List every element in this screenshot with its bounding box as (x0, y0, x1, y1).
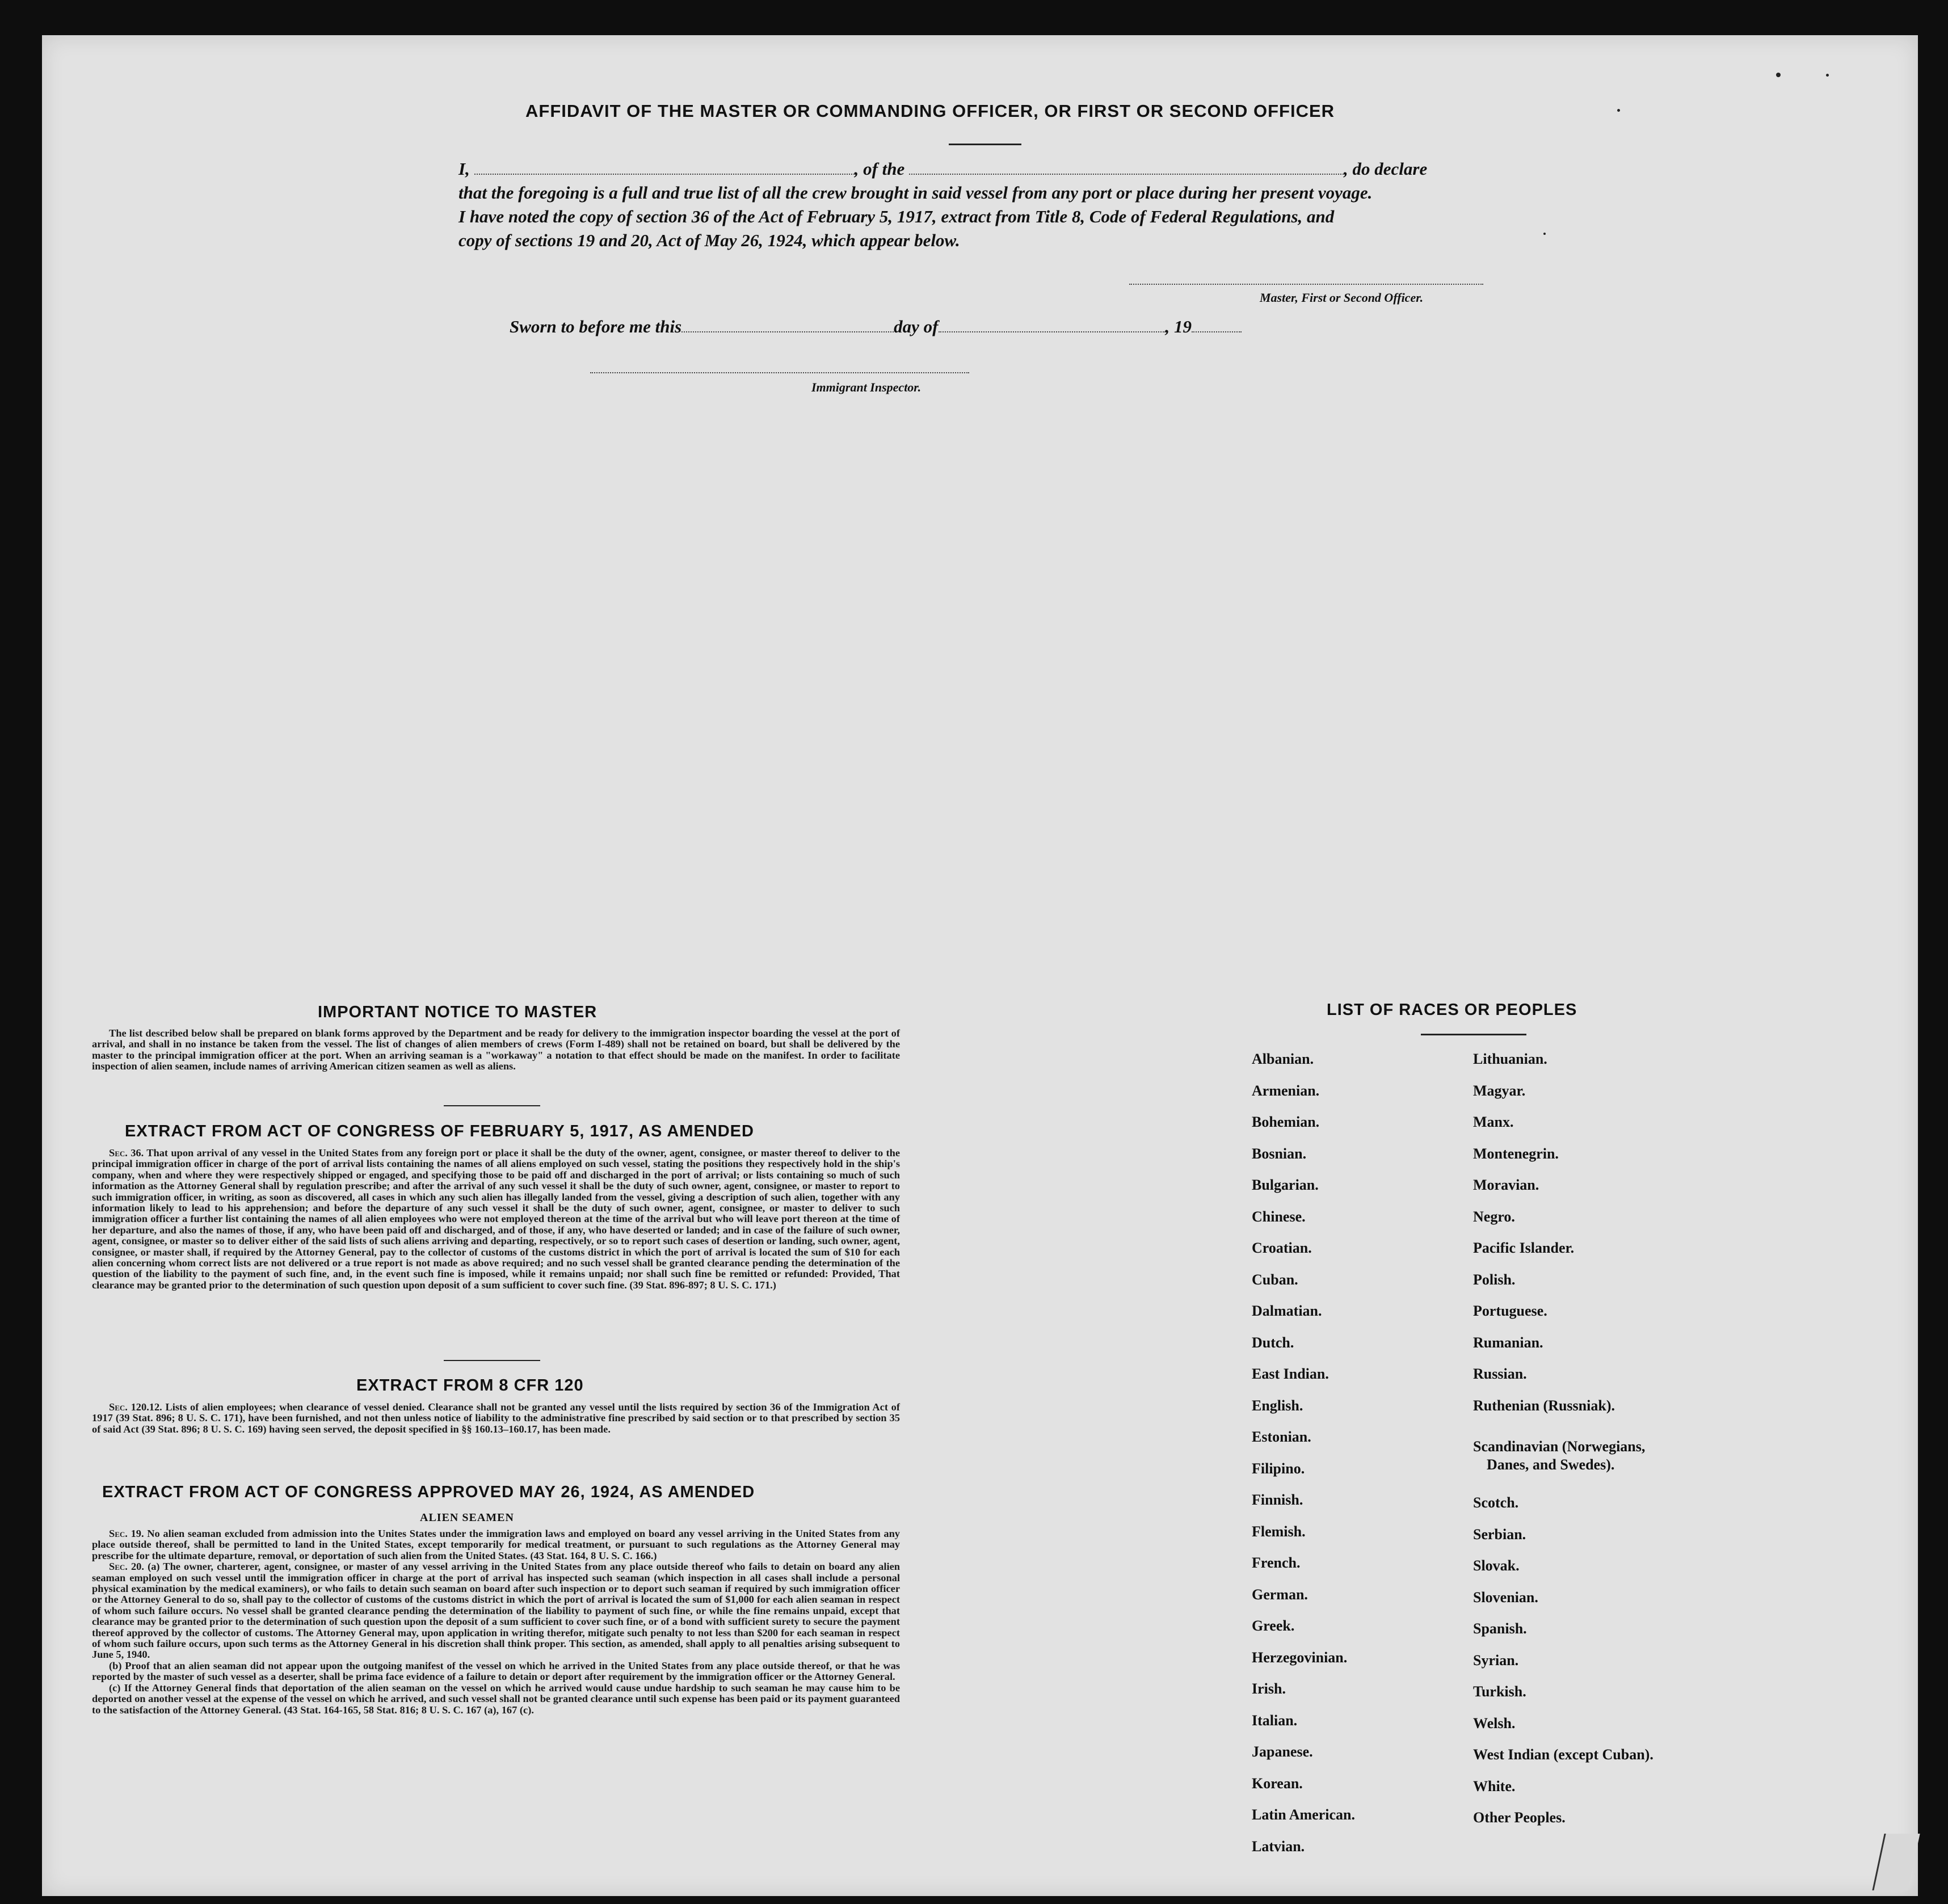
race-item-continued: Danes, and Swedes). (1487, 1456, 1615, 1473)
race-item: Syrian. (1473, 1652, 1519, 1669)
extract-1917-title: EXTRACT FROM ACT OF CONGRESS OF FEBRUARY 5, 1917, AS AMENDED (125, 1122, 754, 1140)
do-declare-text: , do declare (1344, 159, 1428, 179)
race-item: East Indian. (1252, 1366, 1329, 1382)
section-divider (444, 1105, 540, 1106)
race-item: Croatian. (1252, 1240, 1312, 1256)
extract-1924-body (92, 1528, 900, 1716)
section-36-paragraph (92, 1148, 900, 1291)
vessel-name-blank[interactable] (909, 160, 1344, 175)
race-item: Bosnian. (1252, 1145, 1307, 1162)
race-item: Spanish. (1473, 1620, 1527, 1637)
section-text: That upon arrival of any vessel in the United States from any foreign port or place it shall be the duty of the owner, agent, consignee, or master thereof to deliver to the principal immigration officer in charge of the port of arrival lists containing the names of all aliens employed on such vessel, stating the positions they respectively hold in the ship's company, when and where they were respectively shipped or engaged, and specifying those to be paid off and discharged in the port of arrival; or lists containing so much of such information as the Attorney General shall by regulation prescribe; and after the arrival of any such vessel it shall be the duty of such owner, agent, consignee, or master to report to such immigration officer, in writing, as soon as discovered, all cases in which any such alien has illegally landed from the vessel, giving a description of such alien, together with any information likely to lead to his apprehension; and before the departure of any such vessel it shall be the duty of such owner, agent, consignee, or master to deliver to such immigration officer a further list containing the names of all alien employees who were not employed thereon at the time of the arrival but who will leave port thereon at the time of her departure, and also the names of those, if any, who have been paid off and discharged, and of those, if any, who have deserted or landed; and in case of the failure of such owner, agent, consignee, or master so to deliver either of the said lists of such aliens arriving and departing, respectively, or so to report such cases of desertion or landing, such owner, agent, consignee, or master shall, if required by the Attorney General, pay to the collector of customs of the customs district in which the port of arrival is located the sum of $10 for each alien concerning whom correct lists are not delivered or a true report is not made as above required; and no such vessel shall be granted clearance pending the determination of the question of the liability to the payment of such fine, and, in the event such fine is imposed, while it remains unpaid; nor shall such fine be remitted or refunded: Provided, That clearance may be granted prior to the determination of such question upon deposit of a sum sufficient to cover such fine. (39 Stat. 896-897; 8 U. S. C. 171.) (92, 1147, 900, 1291)
extract-1924-title: EXTRACT FROM ACT OF CONGRESS APPROVED MAY 26, 1924, AS AMENDED (102, 1483, 755, 1501)
section-20b-paragraph: (b) Proof that an alien seaman did not appear upon the outgoing manifest of the vessel on which he arrived in the United States from any place outside thereof, or that he was reported by the master of such vessel as a deserter, shall be prima face evidence of a failure to detain or deport after requirement by the immigration officer or the Attorney General. (92, 1659, 900, 1683)
section-number: Sec. 120.12. (109, 1401, 162, 1413)
alien-seamen-subtitle: ALIEN SEAMEN (420, 1511, 514, 1524)
ink-speck (1543, 233, 1546, 235)
race-item: Manx. (1473, 1114, 1514, 1130)
extract-cfr-body (92, 1402, 900, 1435)
master-signature-label: Master, First or Second Officer. (1260, 290, 1424, 305)
race-item: Flemish. (1252, 1523, 1306, 1540)
declaration-line-3: I have noted the copy of section 36 of the Act of February 5, 1917, extract from Title 8, Code of Federal Regulations, and (458, 207, 1335, 226)
race-item: Scandinavian (Norwegians, (1473, 1438, 1646, 1455)
master-signature-blank[interactable] (1129, 284, 1483, 285)
sworn-day-blank[interactable] (681, 318, 894, 332)
race-item: French. (1252, 1555, 1301, 1571)
race-item: Herzegovinian. (1252, 1649, 1348, 1666)
race-item: Japanese. (1252, 1743, 1313, 1760)
race-item: Estonian. (1252, 1429, 1311, 1445)
day-of-text: day of (894, 317, 939, 336)
race-item: Rumanian. (1473, 1334, 1543, 1351)
races-list-title: LIST OF RACES OR PEOPLES (1327, 1001, 1577, 1019)
race-item: Scotch. (1473, 1494, 1519, 1511)
race-item: Moravian. (1473, 1177, 1539, 1193)
race-item: Slovenian. (1473, 1589, 1538, 1606)
race-item: Pacific Islander. (1473, 1240, 1575, 1256)
race-item: Lithuanian. (1473, 1051, 1547, 1067)
section-19-paragraph (92, 1528, 900, 1561)
section-number: Sec. 19. (109, 1528, 144, 1539)
race-item: Latvian. (1252, 1838, 1305, 1855)
section-text: Lists of alien employees; when clearance of vessel denied. Clearance shall not be granted any vessel until the lists required by section 36 of the Immigration Act of 1917 (39 Stat. 896; 8 U. S. C. 171), have been furnished, and not then unless notice of liability to the administrative fine prescribed by said section or to that prescribed by section 35 of said Act (39 Stat. 896; 8 U. S. C. 169) having seen served, the deposit specified in §§ 160.13–160.17, has been made. (92, 1401, 900, 1435)
race-item: Bohemian. (1252, 1114, 1320, 1130)
race-item: West Indian (except Cuban). (1473, 1746, 1654, 1763)
races-title-divider (1421, 1034, 1526, 1035)
sworn-line (510, 317, 1242, 337)
section-number: Sec. 36. (109, 1147, 144, 1159)
declarant-name-blank[interactable] (474, 160, 855, 175)
sworn-month-blank[interactable] (939, 318, 1166, 332)
race-item: Greek. (1252, 1617, 1295, 1634)
race-item: Russian. (1473, 1366, 1527, 1382)
ink-speck (1826, 74, 1829, 77)
race-item: White. (1473, 1778, 1516, 1795)
ink-speck (1776, 73, 1781, 77)
title-divider (949, 144, 1021, 145)
declaration-line-4: copy of sections 19 and 20, Act of May 26, 1924, which appear below. (458, 230, 960, 250)
declaration-line-2: that the foregoing is a full and true list of all the crew brought in said vessel from any port or place during her present voyage. (458, 183, 1373, 203)
affidavit-title: AFFIDAVIT OF THE MASTER OR COMMANDING OFFICER, OR FIRST OR SECOND OFFICER (525, 101, 1335, 121)
declaration-line-1 (458, 159, 1427, 179)
race-item: Albanian. (1252, 1051, 1314, 1067)
section-20a-paragraph (92, 1561, 900, 1661)
race-item: Magyar. (1473, 1082, 1526, 1099)
race-item: Filipino. (1252, 1460, 1305, 1477)
race-item: Other Peoples. (1473, 1809, 1566, 1826)
notice-title: IMPORTANT NOTICE TO MASTER (318, 1003, 598, 1021)
notice-body (92, 1028, 900, 1072)
race-item: Ruthenian (Russniak). (1473, 1397, 1615, 1414)
race-item: Montenegrin. (1473, 1145, 1559, 1162)
race-item: Armenian. (1252, 1082, 1320, 1099)
notice-paragraph: The list described below shall be prepared on blank forms approved by the Department and be ready for delivery to the immigration inspector boarding the vessel at the port of arrival, and shall in no instance be taken from the vessel. The list of changes of alien members of crews (Form I-489) shall not be retained on board, but shall be delivered by the master to the principal immigration officer at the port. When an arriving seaman is a "workaway" a notation to that effect should be made on the manifest. In order to facilitate inspection of alien seamen, include names of arriving American citizen seamen as well as aliens. (92, 1027, 900, 1072)
race-item: Portuguese. (1473, 1303, 1547, 1319)
race-item: Turkish. (1473, 1683, 1526, 1700)
extract-cfr-title: EXTRACT FROM 8 CFR 120 (356, 1376, 584, 1395)
ink-speck (1617, 109, 1620, 112)
section-number: Sec. 20. (109, 1561, 144, 1573)
section-120-12-paragraph (92, 1402, 900, 1435)
race-item: Latin American. (1252, 1806, 1355, 1823)
section-20c-paragraph: (c) If the Attorney General finds that deportation of the alien seaman on the vessel on which he arrived would cause undue hardship to such seaman he may cause him to be deported on another vessel at the expense of the vessel on which he arrived, and such vessel shall not be granted clearance until such expense has been paid or its payment guaranteed to the satisfaction of the Attorney General. (43 Stat. 164-165, 58 Stat. 816; 8 U. S. C. 167 (a), 167 (c). (92, 1682, 900, 1716)
race-item: Dalmatian. (1252, 1303, 1322, 1319)
race-item: Slovak. (1473, 1557, 1520, 1574)
race-item: Bulgarian. (1252, 1177, 1319, 1193)
race-item: Polish. (1473, 1271, 1516, 1288)
race-item: Italian. (1252, 1712, 1298, 1729)
section-text: No alien seaman excluded from admission into the Unites States under the immigration laws and employed on board any vessel arriving in the United States from any place outside thereof, shall be permitted to land in the United States, except temporarily for medical treatment, or pursuant to such regulations as the Attorney General may prescribe for the ultimate departure, removal, or deportation of such alien from the United States. (43 Stat. 164, 8 U. S. C. 166.) (92, 1528, 900, 1561)
race-item: Chinese. (1252, 1208, 1306, 1225)
section-divider (444, 1360, 540, 1361)
race-item: Negro. (1473, 1208, 1515, 1225)
race-item: Welsh. (1473, 1715, 1516, 1732)
sworn-prefix: Sworn to before me this (510, 317, 682, 336)
declarant-prefix: I, (458, 159, 470, 179)
extract-1917-body (92, 1148, 900, 1291)
of-the-text: , of the (854, 159, 905, 179)
race-item: German. (1252, 1586, 1308, 1603)
sworn-year-blank[interactable] (1192, 318, 1242, 332)
race-item: Cuban. (1252, 1271, 1298, 1288)
inspector-signature-label: Immigrant Inspector. (811, 380, 922, 394)
race-item: Finnish. (1252, 1492, 1303, 1508)
inspector-signature-blank[interactable] (590, 372, 969, 373)
section-text: (a) The owner, charterer, agent, consignee, or master of any vessel arriving in the United States from any place outside thereof who fails to detain on board any alien seaman employed on such vessel until the immigration officer in charge at the port of arrival has inspected such seaman (which inspection in all cases shall include a personal physical examination by the medical examiners), or who fails to detain such seaman on board after such inspection or to deport such seaman if required by such immigration officer or the Attorney General to do so, shall pay to the collector of customs of the customs district in which the port of arrival is located the sum of $1,000 for each alien seaman in respect of whom such failure occurs. No vessel shall be granted clearance pending the determination of the liability to payment of such fine, or while the fine remains unpaid, except that clearance may be granted prior to the determination of such question upon the deposit of a sum sufficient to cover such fine, or of a bond with sufficient surety to secure the payment thereof approved by the collector of customs. The Attorney General may, upon application in writing therefor, mitigate such penalty to not less than $200 for each seaman in respect of whom such failure occurs, upon such terms as the Attorney General in his discretion shall think proper. This section, as amended, shall apply to all penalties arising subsequent to June 5, 1940. (92, 1561, 900, 1661)
race-item: Serbian. (1473, 1526, 1526, 1543)
race-item: Korean. (1252, 1775, 1303, 1792)
year-prefix: , 19 (1165, 317, 1192, 336)
race-item: Irish. (1252, 1680, 1286, 1697)
race-item: Dutch. (1252, 1334, 1294, 1351)
race-item: English. (1252, 1397, 1303, 1414)
